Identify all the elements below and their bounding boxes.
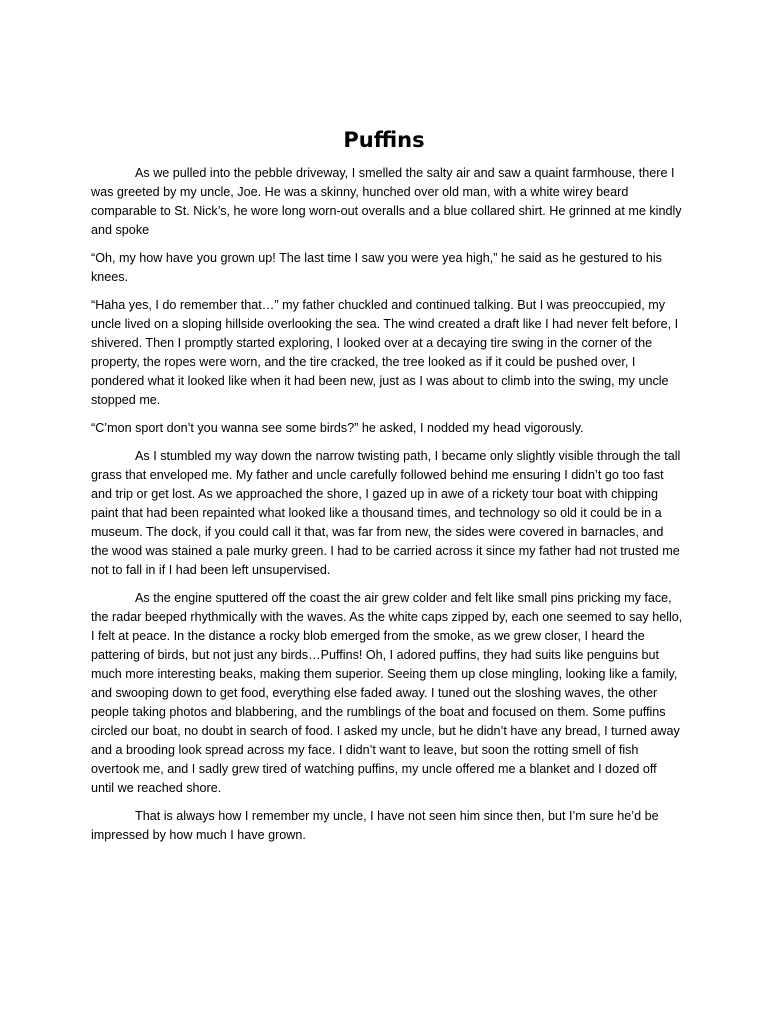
document-body [91, 164, 683, 854]
paragraph-3: “Haha yes, I do remember that…” my father chuckled and continued talking. But I was preoccupied, my uncle lived on a sloping hillside overlooking the sea. The wind created a draft like I had never felt before, I shivered. Then I promptly started exploring, I looked over at a decaying tire swing in the corner of the property, the ropes were worn, and the tire cracked, the tree looked as if it could be pushed over, I pondered what it looked like when it had been new, just as I was about to climb into the swing, my uncle stopped me. [91, 298, 679, 407]
paragraph-6: As the engine sputtered off the coast the air grew colder and felt like small pins pricking my face, the radar beeped rhythmically with the waves. As the white caps zipped by, each one seemed to say hello, I felt at peace. In the distance a rocky blob emerged from the smoke, as we grew closer, I heard the pattering of birds, but not just any birds…Puffins! Oh, I adored puffins, they had suits like penguins but much more interesting beaks, making them superior. Seeing them up close mingling, looking like a family, and swooping down to get food, everything else faded away. I tuned out the sloshing waves, the other people taking photos and blabbering, and the rumblings of the boat and focused on them. Some puffins circled our boat, no doubt in search of food. I asked my uncle, but he didn’t have any bread, I turned away and a brooding look spread across my face. I didn’t want to leave, but soon the rotting smell of fish overtook me, and I sadly grew tired of watching puffins, my uncle offered me a blanket and I dozed off until we reached shore. [91, 591, 683, 795]
paragraph-2: “Oh, my how have you grown up! The last time I saw you were yea high,” he said as he gestured to his knees. [91, 251, 662, 284]
paragraph-1: As we pulled into the pebble driveway, I smelled the salty air and saw a quaint farmhouse, there I was greeted by my uncle, Joe. He was a skinny, hunched over old man, with a white wirey beard comparable to St. Nick’s, he wore long worn-out overalls and a blue collared shirt. He grinned at me kindly and spoke [91, 166, 682, 237]
paragraph-5: As I stumbled my way down the narrow twisting path, I became only slightly visible through the tall grass that enveloped me. My father and uncle carefully followed behind me ensuring I didn’t go too fast and trip or get lost. As we approached the shore, I gazed up in awe of a rickety tour boat with chipping paint that had been repainted what looked like a thousand times, and technology so old it could be in a museum. The dock, if you could call it that, was far from new, the sides were covered in barnacles, and the wood was stained a pale murky green. I had to be carried across it since my father had not trusted me not to fall in if I had been left unsupervised. [91, 449, 681, 577]
paragraph-7: That is always how I remember my uncle, I have not seen him since then, but I’m sure he’d be impressed by how much I have grown. [91, 809, 659, 842]
paragraph-4: “C’mon sport don’t you wanna see some birds?” he asked, I nodded my head vigorously. [91, 421, 584, 435]
document-title: Puffins [343, 128, 425, 152]
